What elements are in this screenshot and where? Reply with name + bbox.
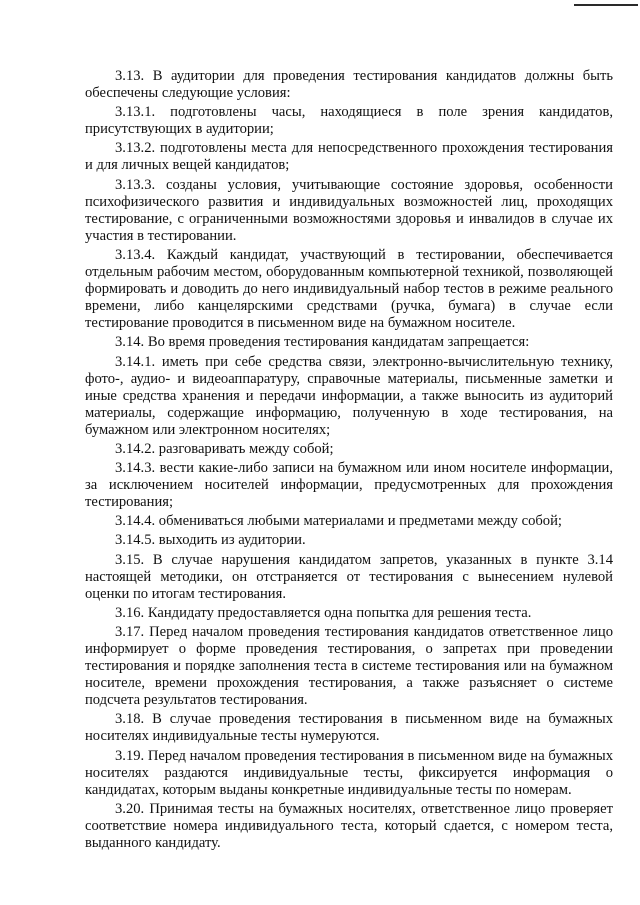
paragraph-3-13-1: 3.13.1. подготовлены часы, находящиеся в поле зрения кандидатов, присутствующих в аудитории; — [85, 104, 613, 138]
paragraph-3-13-3: 3.13.3. созданы условия, учитывающие состояние здоровья, особенности психофизического развития и индивидуальных возможностей лиц, проходящих тестирование, с ограниченными возможностями здоровья и инвалидов в случае их участия в тестировании. — [85, 176, 613, 244]
paragraph-3-14-1: 3.14.1. иметь при себе средства связи, электронно-вычислительную технику, фото-, аудио- и видеоаппаратуру, справочные материалы, письменные заметки и иные средства хранения и передачи информации, а также выносить из аудиторий материалы, содержащие информацию, полученную в ходе тестирования, на бумажном или электронном носителях; — [85, 353, 613, 438]
document-page — [85, 68, 613, 854]
paragraph-3-13: 3.13. В аудитории для проведения тестирования кандидатов должны быть обеспечены следующие условия: — [85, 68, 613, 102]
paragraph-3-14-5: 3.14.5. выходить из аудитории. — [115, 532, 306, 549]
paragraph-3-15: 3.15. В случае нарушения кандидатом запретов, указанных в пункте 3.14 настоящей методики, он отстраняется от тестирования с вынесением нулевой оценки по итогам тестирования. — [85, 551, 613, 602]
paragraph-3-13-4: 3.13.4. Каждый кандидат, участвующий в тестировании, обеспечивается отдельным рабочим местом, оборудованным компьютерной техникой, позволяющей формировать и доводить до него индивидуальный набор тестов в режиме реального времени, либо канцелярскими средствами (ручка, бумага) в случае если тестирование проводится в письменном виде на бумажном носителе. — [85, 246, 613, 332]
paragraph-3-14-4: 3.14.4. обмениваться любыми материалами и предметами между собой; — [115, 513, 562, 530]
paragraph-3-14-3: 3.14.3. вести какие-либо записи на бумажном или ином носителе информации, за исключением носителей информации, предусмотренных для прохождения тестирования; — [85, 460, 613, 511]
paragraph-3-20: 3.20. Принимая тесты на бумажных носителях, ответственное лицо проверяет соответствие номера индивидуального теста, который сдается, с номером теста, выданного кандидату. — [85, 800, 613, 852]
paragraph-3-13-2: 3.13.2. подготовлены места для непосредственного прохождения тестирования и для личных вещей кандидатов; — [85, 140, 613, 174]
scan-edge-line — [574, 4, 638, 6]
paragraph-3-14: 3.14. Во время проведения тестирования кандидатам запрещается: — [115, 334, 530, 351]
paragraph-3-16: 3.16. Кандидату предоставляется одна попытка для решения теста. — [115, 604, 532, 621]
paragraph-3-18: 3.18. В случае проведения тестирования в письменном виде на бумажных носителях индивидуальные тесты нумеруются. — [85, 711, 613, 745]
paragraph-3-19: 3.19. Перед началом проведения тестирования в письменном виде на бумажных носителях раздаются индивидуальные тесты, фиксируется информация о кандидатах, которым выданы конкретные индивидуальные тесты по номерам. — [85, 747, 613, 798]
paragraph-3-17: 3.17. Перед началом проведения тестирования кандидатов ответственное лицо информирует о форме проведения тестирования, о запретах при проведении тестирования и порядке заполнения теста в системе тестирования или на бумажном носителе, времени прохождения тестирования, а также разъясняет о системе подсчета результатов тестирования. — [85, 623, 613, 709]
paragraph-3-14-2: 3.14.2. разговаривать между собой; — [115, 440, 334, 457]
